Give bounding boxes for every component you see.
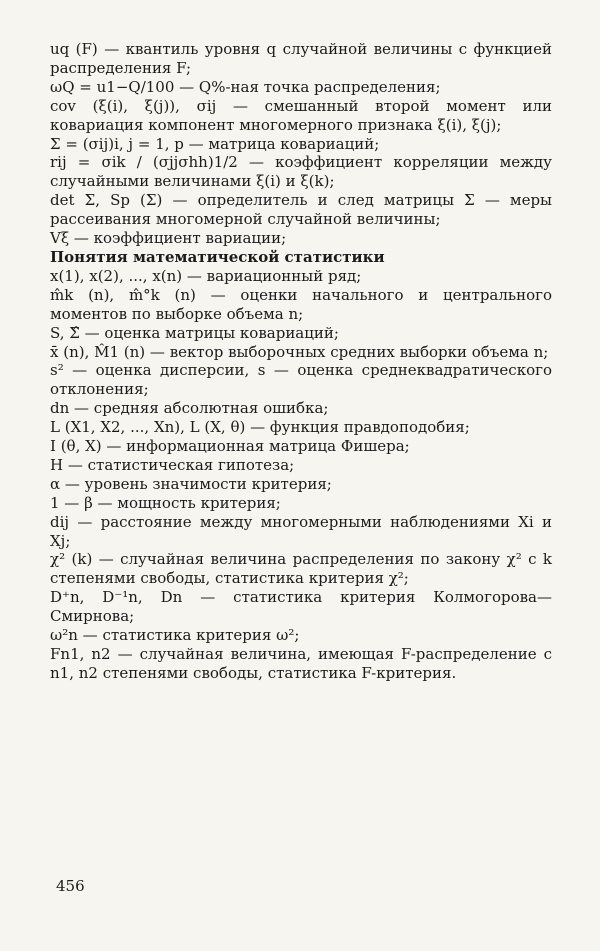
notation-entry: ωQ = u1−Q/100 — Q%-ная точка распределения; bbox=[50, 77, 441, 96]
notation-entry: cov (ξ(i), ξ(j)), σij — смешанный второй момент или ковариация компонент многомерного признака ξ(i), ξ(j); bbox=[50, 96, 552, 134]
notation-entry: L (X1, X2, ..., Xn), L (X, θ) — функция правдоподобия; bbox=[50, 418, 470, 437]
notation-entry: Fn1, n2 — случайная величина, имеющая F-распределение с n1, n2 степенями свободы, статистика F-критерия. bbox=[50, 645, 552, 682]
notation-entry: dn — средняя абсолютная ошибка; bbox=[50, 399, 329, 418]
notation-entry: s² — оценка дисперсии, s — оценка среднеквадратического отклонения; bbox=[50, 361, 552, 399]
notation-entry: H — статистическая гипотеза; bbox=[50, 455, 295, 474]
notation-entry: uq (F) — квантиль уровня q случайной величины с функцией распределения F; bbox=[50, 40, 552, 77]
section-heading: Понятия математической статистики bbox=[50, 247, 385, 266]
notation-entry: χ² (k) — случайная величина распределения по закону χ² с k степенями свободы, статистика критерия χ²; bbox=[50, 550, 552, 588]
notation-entry: m̂k (n), m̂°k (n) — оценки начального и центрального моментов по выборке объема n; bbox=[50, 285, 552, 323]
notation-entry: Σ = (σij)i, j = 1, p — матрица ковариаций; bbox=[50, 134, 380, 153]
notation-entry: x(1), x(2), ..., x(n) — вариационный ряд; bbox=[50, 266, 362, 285]
notation-entry: dij — расстояние между многомерными наблюдениями Xi и Xj; bbox=[50, 512, 552, 550]
notation-entry: rij = σik / (σjjσhh)1/2 — коэффициент корреляции между случайными величинами ξ(i) и ξ(k); bbox=[50, 153, 552, 191]
notation-list bbox=[50, 40, 552, 683]
notation-entry: D⁺n, D⁻¹n, Dn — статистика критерия Колмогорова—Смирнова; bbox=[50, 588, 552, 626]
notation-entry: Vξ — коэффициент вариации; bbox=[50, 229, 287, 248]
notation-entry: 1 — β — мощность критерия; bbox=[50, 493, 281, 512]
notation-entry: det Σ, Sp (Σ) — определитель и след матрицы Σ — меры рассеивания многомерной случайной величины; bbox=[50, 191, 552, 229]
notation-entry: x̄ (n), M̂1 (n) — вектор выборочных средних выборки объема n; bbox=[50, 342, 549, 361]
notation-entry: α — уровень значимости критерия; bbox=[50, 474, 332, 493]
notation-entry: I (θ, X) — информационная матрица Фишера; bbox=[50, 437, 410, 456]
notation-entry: S, Σ̂ — оценка матрицы ковариаций; bbox=[50, 323, 339, 342]
notation-entry: ω²n — статистика критерия ω²; bbox=[50, 626, 300, 645]
page-number: 456 bbox=[56, 877, 85, 895]
